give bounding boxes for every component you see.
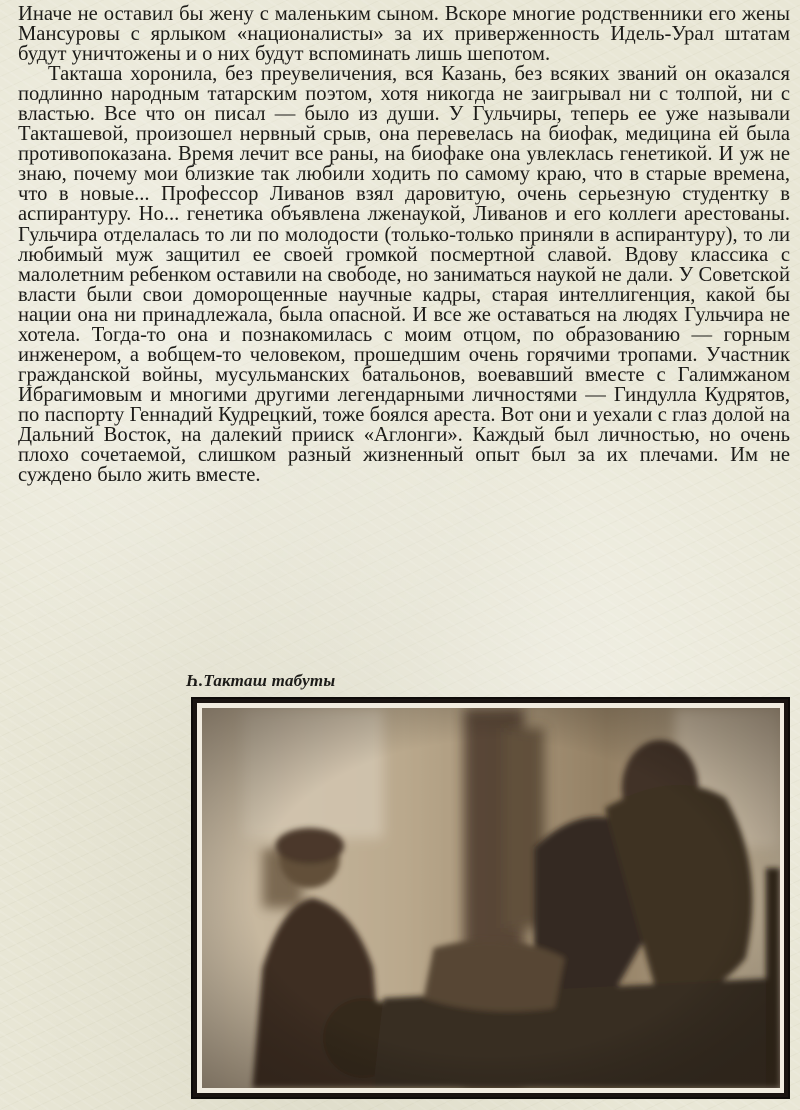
photo-frame	[191, 697, 790, 1099]
photo-caption: Һ.Такташ табуты	[186, 671, 336, 690]
article-body	[18, 4, 790, 485]
archival-photo-image	[202, 708, 780, 1088]
archival-photo	[202, 708, 780, 1088]
article-paragraph-2: Такташа хоронила, без преувеличения, вся Казань, без всяких званий он оказался подлинно народным татарским поэтом, хотя никогда не заигрывал ни с толпой, ни с властью. Все что он писал — было из души. У Гульчиры, теперь ее уже называли Такташевой, произошел нервный срыв, она перевелась на биофак, медицина ей была противопоказана. Время лечит все раны, на биофаке она увлеклась генетикой. И уж не знаю, почему мои близкие так любили ходить по самому краю, что в старые времена, что в новые... Профессор Ливанов взял даровитую, очень серьезную студентку в аспирантуру. Но... генетика объявлена лженаукой, Ливанов и его коллеги арестованы. Гульчира отделалась то ли по молодости (только-только приняли в аспирантуру), то ли любимый муж защитил ее своей громкой посмертной славой. Вдову классика с малолетним ребенком оставили на свободе, но заниматься наукой не дали. У Советской власти были свои доморощенные научные кадры, старая интеллигенция, какой бы нации она ни принадлежала, была опасной. И все же оставаться на людях Гульчира не хотела. Тогда-то она и познакомилась с моим отцом, по образованию — горным инженером, а вобщем-то человеком, прошедшим очень горячими тропами. Участник гражданской войны, мусульманских батальонов, воевавший вместе с Галимжаном Ибрагимовым и многими другими легендарными личностями — Гиндулла Кудрятов, по паспорту Геннадий Кудрецкий, тоже боялся ареста. Вот они и уехали с глаз долой на Дальний Восток, на далекий прииск «Аглонги». Каждый был личностью, но очень плохо сочетаемой, слишком разный жизненный опыт был за их плечами. Им не суждено было жить вместе.	[18, 63, 790, 487]
article-paragraph-1: Иначе не оставил бы жену с маленьким сыном. Вскоре многие родственники его жены Мансуровы с ярлыком «националисты» за их приверженность Идель-Урал штатам будут уничтожены и о них будут вспоминать лишь шепотом.	[18, 3, 790, 66]
